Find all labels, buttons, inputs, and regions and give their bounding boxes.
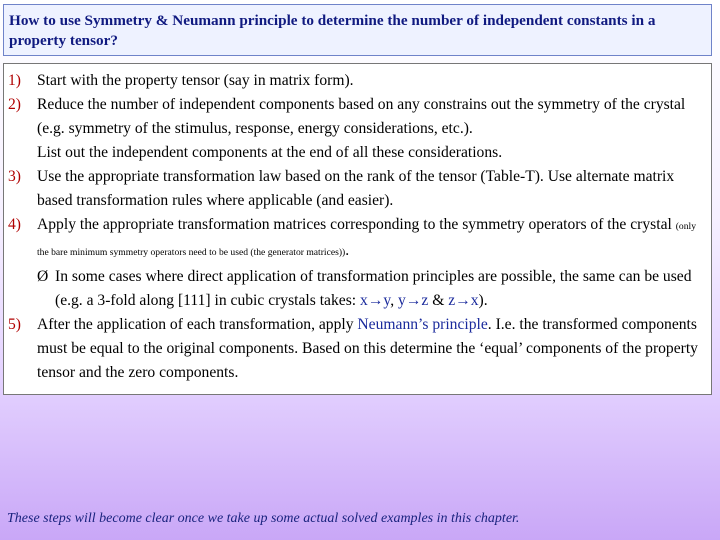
page-title: How to use Symmetry & Neumann principle to determine the number of independent constants in a property tensor? (9, 12, 656, 49)
step-1 (8, 69, 707, 93)
generator-note: (only the bare minimum symmetry operators need to be used (the generator matrices)) (37, 221, 696, 258)
sub-bullet-item (37, 265, 707, 313)
mapping-y-z: y→z (397, 292, 429, 309)
step-2 (8, 93, 707, 165)
step-3 (8, 165, 707, 213)
footer-note: These steps will become clear once we take up some actual solved examples in this chapter. (7, 511, 520, 526)
step-text-main: Reduce the number of independent components based on any constrains out the symmetry of the crystal (e.g. symmetry of the stimulus, response, energy considerations, etc.). (37, 96, 686, 137)
step-number: 1) (8, 72, 21, 89)
mapping-sep: & (428, 292, 449, 309)
sub-end: ). (478, 292, 488, 309)
step-text-list-out: List out the independent components at the end of all these considerations. (37, 144, 503, 161)
mapping-sep: , (390, 292, 398, 309)
steps-box (3, 63, 712, 395)
step-number: 4) (8, 216, 21, 233)
step-text-main: Apply the appropriate transformation matrices corresponding to the symmetry operators of the crystal (37, 216, 676, 233)
step-number: 3) (8, 168, 21, 185)
sub-text: In some cases where direct application of transformation principles are possible, the same can be used (e.g. a 3-fold along [111] in cubic crystals takes: (55, 268, 692, 309)
step-text-main: After the application of each transformation, apply (37, 316, 358, 333)
step-text: Use the appropriate transformation law based on the rank of the tensor (Table-T). Use alternate matrix based transformation rules where applicable (and easier). (37, 168, 675, 209)
sub-bullet-text (55, 265, 707, 313)
title-box (3, 4, 712, 56)
step-text-after: . I.e. the transformed components must be equal to the original components. Based on this determine the ‘equal’ components of the property tensor and the zero components. (37, 316, 698, 381)
neumann-principle-link: Neumann’s principle (357, 316, 488, 333)
step-text (37, 213, 707, 313)
step-5 (8, 313, 707, 385)
mapping-z-x: z→x (448, 292, 479, 309)
step-number: 5) (8, 316, 21, 333)
step-text-end: . (345, 242, 350, 259)
step-text (37, 313, 707, 385)
step-number: 2) (8, 96, 21, 113)
step-text: Start with the property tensor (say in matrix form). (37, 72, 354, 89)
step-4 (8, 213, 707, 313)
arrow-bullet-icon: Ø (37, 268, 49, 285)
step-text (37, 93, 707, 165)
mapping-x-y: x→y (360, 292, 391, 309)
steps-list (8, 69, 707, 385)
